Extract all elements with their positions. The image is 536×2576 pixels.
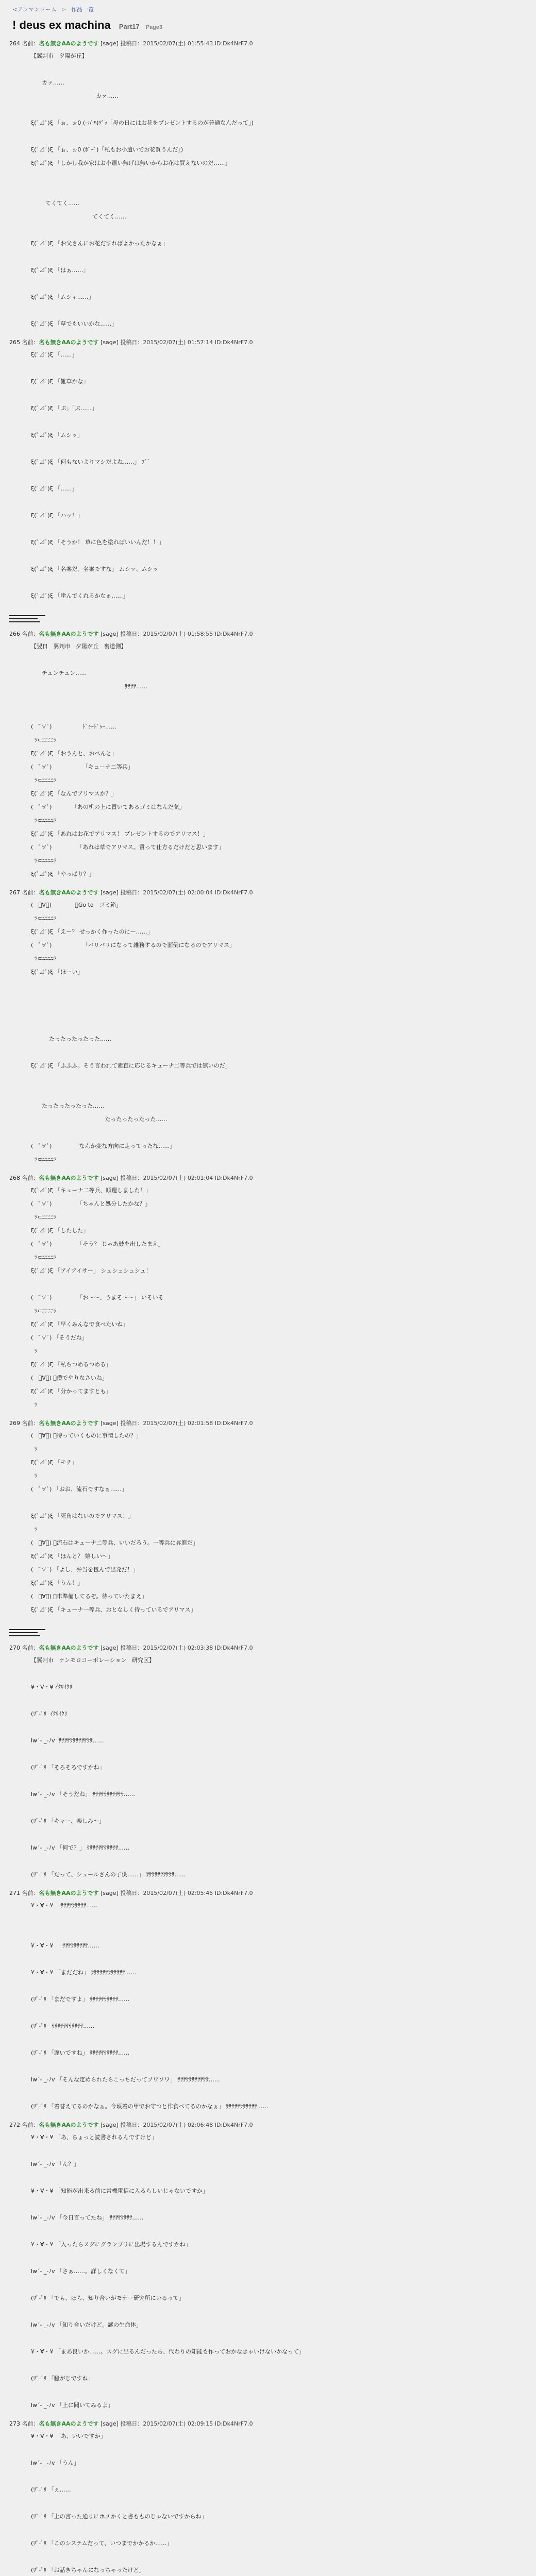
post-number[interactable]: 267 [9, 889, 20, 896]
post-sage: [sage] [100, 1175, 119, 1181]
post-body: 【翌日 翼判市 夕陽が丘 裏道側】 チュンチュン…… ｻｻｻｻ…… ( ﾟ∀ﾟ) ﾄﾞｩｰﾄﾞｩｰ…… ﾂ⊂ﾆﾆﾆﾆﾂ ξ(ﾟ⊿ﾟ)ξ 「おうんと、おべんと」 ( ﾟ∀ﾟ) 「キューナ二等兵」 ﾂ⊂ﾆﾆﾆﾆﾂ ξ(ﾟ⊿ﾟ)ξ 「なんでアリマスか？」 ( ﾟ∀ﾟ) 「あの机の上に置いてあるゴミはなんだ気」 ﾂ⊂ﾆﾆﾆﾆﾂ ξ(ﾟ⊿ﾟ)ξ 「あれはお花でアリマス！ プレゼントするのでアリマス！」 ( ﾟ∀ﾟ) 「あれは草でアリマス。質って仕方るだけだと思います」 ﾂ⊂ﾆﾆﾆﾆﾂ ξ(ﾟ⊿ﾟ)ξ 「やっぱり？」 [31, 643, 225, 877]
divider [9, 1629, 45, 1630]
divider [9, 1635, 40, 1636]
post-author-name: 名も無きAAのようです [39, 2122, 99, 2128]
post-number[interactable]: 272 [9, 2122, 20, 2128]
post-id: ID:Dk4NrF7.0 [214, 1890, 253, 1896]
post-date-label: 投稿日： [120, 1420, 143, 1427]
post-id: ID:Dk4NrF7.0 [214, 40, 253, 47]
post-name-label: 名前： [22, 889, 39, 896]
post-header [9, 1643, 529, 1652]
post-number[interactable]: 264 [9, 40, 20, 47]
post-id: ID:Dk4NrF7.0 [214, 1645, 253, 1651]
post-body: ¥・∀・¥ 「あ、いいですか」 lw´‐ _‐ﾉv 「うん」 (ﾘﾟ-ﾟﾘ 「ぇ…… (ﾘﾟ-ﾟﾘ 「上の言った通りにホメかくと書もものじゃないですからね」 (ﾘﾟ-ﾟﾘ 「このシステムだって、いつまでかかるか……」 (ﾘﾟ-ﾟﾘ 「お話きちゃんになっちゃったけど」 [31, 2433, 207, 2573]
divider [9, 621, 40, 622]
thread-part: Part17 [119, 23, 140, 30]
post-body: ξ(ﾟ⊿ﾟ)ξ 「……」 ξ(ﾟ⊿ﾟ)ξ 「雑草かな」 ξ(ﾟ⊿ﾟ)ξ 「ぷ」「ぷ……」 ξ(ﾟ⊿ﾟ)ξ 「ムシッ」 ξ(ﾟ⊿ﾟ)ξ 「何もないよりマシだよね……」 ﾌﾞﾞ ξ(ﾟ⊿ﾟ)ξ 「……」 ξ(ﾟ⊿ﾟ)ξ 「ハッ！」 ξ(ﾟ⊿ﾟ)ξ 「そうか！ 草に色を塗ればいいんだ！！」 ξ(ﾟ⊿ﾟ)ξ 「名案だ。名案ですな」 ムシッ、ムシッ ξ(ﾟ⊿ﾟ)ξ 「塗んでくれるかなぁ……」 [31, 351, 164, 599]
post-name-label: 名前： [22, 1890, 39, 1896]
post-sage: [sage] [100, 1420, 119, 1427]
post-header [9, 888, 529, 896]
post-author-name: 名も無きAAのようです [39, 1175, 99, 1181]
post-date-label: 投稿日： [120, 2122, 143, 2128]
post-body: 【翼判市 夕陽が丘】 カァ…… カァ…… ξ(ﾟ⊿ﾟ)ξ 「ぉ、ぉ0 (ｰﾊﾞﾊ)ﾂﾞｯ「母の日にはお花をプレゼントするのが普通なんだって」) ξ(ﾟ⊿ﾟ)ξ 「ぉ、ぉ0 (ﾎﾞｰﾞ)「私もお小遣いでお花買うんだ」) ξ(ﾟ⊿ﾟ)ξ 「しかし我が家はお小遣い無げは無いからお花は買えないのだ……」 てくてく…… てくてく…… ξ(ﾟ⊿ﾟ)ξ 「お父さんにお花だすればよかったかなぁ」 ξ(ﾟ⊿ﾟ)ξ 「はぁ……」 ξ(ﾟ⊿ﾟ)ξ 「ムシィ……」 ξ(ﾟ⊿ﾟ)ξ 「草でもいいかな……」 [31, 53, 254, 327]
breadcrumb-link-works[interactable]: 作品一覧 [71, 6, 94, 13]
post-name-label: 名前： [22, 2122, 39, 2128]
post [9, 2419, 529, 2576]
post [9, 1419, 529, 1636]
post-name-label: 名前： [22, 2420, 39, 2427]
post-body: ( ﾟ∀ﾟ) 「Go to ゴミ箱」 ﾂ⊂ﾆﾆﾆﾆﾂ ξ(ﾟ⊿ﾟ)ξ 「えー？ せっかく作ったのにー……」 ( ﾟ∀ﾟ) 「バリバリになって雑務するので面倒になるのでアリマス」 ﾂ⊂ﾆﾆﾆﾆﾂ ξ(ﾟ⊿ﾟ)ξ 「ほーい」 たったったったった…… ξ(ﾟ⊿ﾟ)ξ 「ふふふ。そう言われて素直に応じるキューナ二等兵では無いのだ」 たったったったった…… たったったったった…… ( ﾟ∀ﾟ) 「なんか変な方向に走ってったな……」 ﾂ⊂ﾆﾆﾆﾆﾂ [31, 902, 235, 1163]
post-id: ID:Dk4NrF7.0 [214, 339, 253, 346]
post-body: ¥・∀・¥ ｻｻｻｻｻｻｻｻｻ…… ¥・∀・¥ ｻｻｻｻｻｻｻｻｻ…… ¥・∀・¥ 「まだだね」 ｻｻｻｻｻｻｻｻｻｻｻｻ…… (ﾘﾟ-ﾟﾘ 「まだですよ」 ｻｻｻｻｻｻｻｻｻｻ…… (ﾘﾟ-ﾟﾘ ｻｻｻｻｻｻｻｻｻｻｻ…… (ﾘﾟ-ﾟﾘ 「遅いですね」 ｻｻｻｻｻｻｻｻｻｻ…… lw´‐ _‐ﾉv 「そんな定められたらこっちだってソワソワ」 ｻｻｻｻｻｻｻｻｻｻｻ…… (ﾘﾟ-ﾟﾘ 「着替えてるのかなぁ。今頃着の甲でお守つと作食べてるのかなぁ」 ｻｻｻｻｻｻｻｻｻｻｻ…… [31, 1902, 269, 2110]
post-sage: [sage] [100, 2122, 119, 2128]
breadcrumb-separator: > [61, 6, 66, 13]
divider [9, 615, 45, 616]
post-name-label: 名前： [22, 339, 39, 346]
post-author-name: 名も無きAAのようです [39, 40, 99, 47]
divider [9, 618, 38, 619]
post-header [9, 39, 529, 47]
thread-page: Page3 [145, 24, 163, 30]
post-date: 2015/02/07(土) 02:01:04 [143, 1175, 213, 1181]
post-date: 2015/02/07(土) 02:06:48 [143, 2122, 213, 2128]
post [9, 39, 529, 331]
post-number[interactable]: 268 [9, 1175, 20, 1181]
post-name-label: 名前： [22, 40, 39, 47]
post-header [9, 1419, 529, 1427]
post-number[interactable]: 266 [9, 631, 20, 637]
breadcrumb [12, 5, 529, 13]
post-sage: [sage] [100, 1645, 119, 1651]
post-author-name: 名も無きAAのようです [39, 1420, 99, 1427]
post-date-label: 投稿日： [120, 339, 143, 346]
post [9, 2121, 529, 2412]
post-id: ID:Dk4NrF7.0 [214, 1420, 253, 1427]
post-list [9, 39, 529, 2576]
post-date: 2015/02/07(土) 02:05:45 [143, 1890, 213, 1896]
post-id: ID:Dk4NrF7.0 [214, 2420, 253, 2427]
post-date-label: 投稿日： [120, 631, 143, 637]
post-date-label: 投稿日： [120, 1890, 143, 1896]
post-author-name: 名も無きAAのようです [39, 2420, 99, 2427]
post-body: ξ(ﾟ⊿ﾟ)ξ 「キューナ二等兵、順還しました！」 ( ﾟ∀ﾟ) 「ちゃんと処分したかな？」 ﾂ⊂ﾆﾆﾆﾆﾂ ξ(ﾟ⊿ﾟ)ξ 「したした」 ( ﾟ∀ﾟ) 「そう？ じゃあ鼓を出したまえ」 ﾂ⊂ﾆﾆﾆﾆﾂ ξ(ﾟ⊿ﾟ)ξ 「アイアイサー」 シュシュシュシュ！ ( ﾟ∀ﾟ) 「お〜〜、うまそ〜〜」 いそいそ ﾂ⊂ﾆﾆﾆﾆﾂ ξ(ﾟ⊿ﾟ)ξ 「早くみんなで食べたいね」 ( ﾟ∀ﾟ) 「そうだね」 ﾂ ξ(ﾟ⊿ﾟ)ξ 「私ちつめるつめる」 ( ﾟ∀ﾟ) 「僕でやりなさいね」 ξ(ﾟ⊿ﾟ)ξ 「分かってますとも」 ﾂ [31, 1187, 164, 1408]
post-id: ID:Dk4NrF7.0 [214, 2122, 253, 2128]
post-header [9, 338, 529, 346]
post-date: 2015/02/07(土) 01:57:14 [143, 339, 213, 346]
post-header [9, 2121, 529, 2129]
spacer [9, 603, 529, 613]
post-name-label: 名前： [22, 1645, 39, 1651]
post-date: 2015/02/07(土) 01:55:43 [143, 40, 213, 47]
post-body: 【翼判市 ケンモロコーポレーション 研究区】 ¥・∀・¥ ｲｸﾘｲｸﾘ (ﾘﾟ-ﾟﾘ ｲｸﾘｲｸﾘ lw´‐ _‐ﾉv ｻｻｻｻｻｻｻｻｻｻｻｻ…… (ﾘﾟ-ﾟﾘ 「そろそろですかね」 lw´‐ _‐ﾉv 「そうだね」 ｻｻｻｻｻｻｻｻｻｻｻ…… (ﾘﾟ-ﾟﾘ 「キャー、楽しみ〜」 lw´‐ _‐ﾉv 「何で？」 ｻｻｻｻｻｻｻｻｻｻｻ…… (ﾘﾟ-ﾟﾘ 「だって、シュールさんの子供……」 ｻｻｻｻｻｻｻｻｻｻ…… [31, 1657, 186, 1878]
post-date-label: 投稿日： [120, 1645, 143, 1651]
post-header [9, 2419, 529, 2428]
post-body: ¥・∀・¥ 「あ、ちょっと読書されるんですけど」 lw´‐ _‐ﾉv 「ん？」 ¥・∀・¥ 「知能が出来る前に常機電信に入るらしいじゃないですか」 lw´‐ _‐ﾉv 「今日言ってたね」 ｻｻｻｻｻｻｻｻ…… ¥・∀・¥ 「入ったらスグにグランプリに出場するんですかね」 lw´‐ _‐ﾉv 「さぁ……。詳しくなくて」 (ﾘﾟ-ﾟﾘ 「でも、ほら、知り合いがモナー研究所にいるって」 lw´‐ _‐ﾉv 「知り合いだけど。謎の生命体」 ¥・∀・¥ 「まあ良いか……。スグに出るんだったら、代わりの知能も作っておかなきゃいけないかなって」 (ﾘﾟ-ﾟﾘ 「騒がじですね」 lw´‐ _‐ﾉv 「上に聞いてみるよ」 [31, 2134, 305, 2409]
post-sage: [sage] [100, 631, 119, 637]
post [9, 1174, 529, 1412]
post-header [9, 630, 529, 638]
post-date-label: 投稿日： [120, 1175, 143, 1181]
post-sage: [sage] [100, 2420, 119, 2427]
post-date: 2015/02/07(土) 02:03:38 [143, 1645, 213, 1651]
post-date-label: 投稿日： [120, 40, 143, 47]
post-number[interactable]: 270 [9, 1645, 20, 1651]
breadcrumb-link-home[interactable]: <アンマンドーム [12, 6, 57, 13]
post-name-label: 名前： [22, 1175, 39, 1181]
post-sage: [sage] [100, 40, 119, 47]
post-header [9, 1174, 529, 1182]
page-title [12, 19, 529, 32]
post-author-name: 名も無きAAのようです [39, 631, 99, 637]
post-date: 2015/02/07(土) 02:09:15 [143, 2420, 213, 2427]
post-name-label: 名前： [22, 1420, 39, 1427]
post-date: 2015/02/07(土) 02:00:04 [143, 889, 213, 896]
post-date-label: 投稿日： [120, 2420, 143, 2427]
post-author-name: 名も無きAAのようです [39, 1890, 99, 1896]
post-sage: [sage] [100, 339, 119, 346]
post-number[interactable]: 265 [9, 339, 20, 346]
post-author-name: 名も無きAAのようです [39, 339, 99, 346]
post-name-label: 名前： [22, 631, 39, 637]
post-header [9, 1889, 529, 1897]
post-author-name: 名も無きAAのようです [39, 889, 99, 896]
post-id: ID:Dk4NrF7.0 [214, 1175, 253, 1181]
post [9, 1643, 529, 1882]
post-sage: [sage] [100, 1890, 119, 1896]
post-number[interactable]: 269 [9, 1420, 20, 1427]
post-author-name: 名も無きAAのようです [39, 1645, 99, 1651]
post-id: ID:Dk4NrF7.0 [214, 631, 253, 637]
post-date-label: 投稿日： [120, 889, 143, 896]
post [9, 338, 529, 622]
spacer [9, 1617, 529, 1627]
post-number[interactable]: 273 [9, 2420, 20, 2427]
post-sage: [sage] [100, 889, 119, 896]
post-id: ID:Dk4NrF7.0 [214, 889, 253, 896]
post [9, 888, 529, 1166]
post-date: 2015/02/07(土) 02:01:58 [143, 1420, 213, 1427]
post-number[interactable]: 271 [9, 1890, 20, 1896]
post [9, 630, 529, 881]
divider [9, 1632, 38, 1633]
thread-title: ! deus ex machina [12, 19, 111, 31]
post-body: ( ﾟ∀ﾟ) 「待っていくものに事情したの？」 ﾂ ξ(ﾟ⊿ﾟ)ξ 「モチ」 ﾂ ( ﾟ∀ﾟ) 「おお、流石ですなぁ……」 ξ(ﾟ⊿ﾟ)ξ 「死角はないのでアリマス！」 ﾂ ( ﾟ∀ﾟ) 「流石はキューナ二等兵、いいだろう。一等兵に昇進だ」 ξ(ﾟ⊿ﾟ)ξ 「ほんと？ 嬉しい〜」 ( ﾟ∀ﾟ) 「よし、弁当を包んで出発だ！」 ξ(ﾟ⊿ﾟ)ξ 「うん！」 ( ﾟ∀ﾟ) 「車準備してるぞ。待っていたまえ」 ξ(ﾟ⊿ﾟ)ξ 「キューナ一等兵、おとなしく待っているでアリマス」 [31, 1432, 198, 1613]
post [9, 1889, 529, 2113]
post-date: 2015/02/07(土) 01:58:55 [143, 631, 213, 637]
